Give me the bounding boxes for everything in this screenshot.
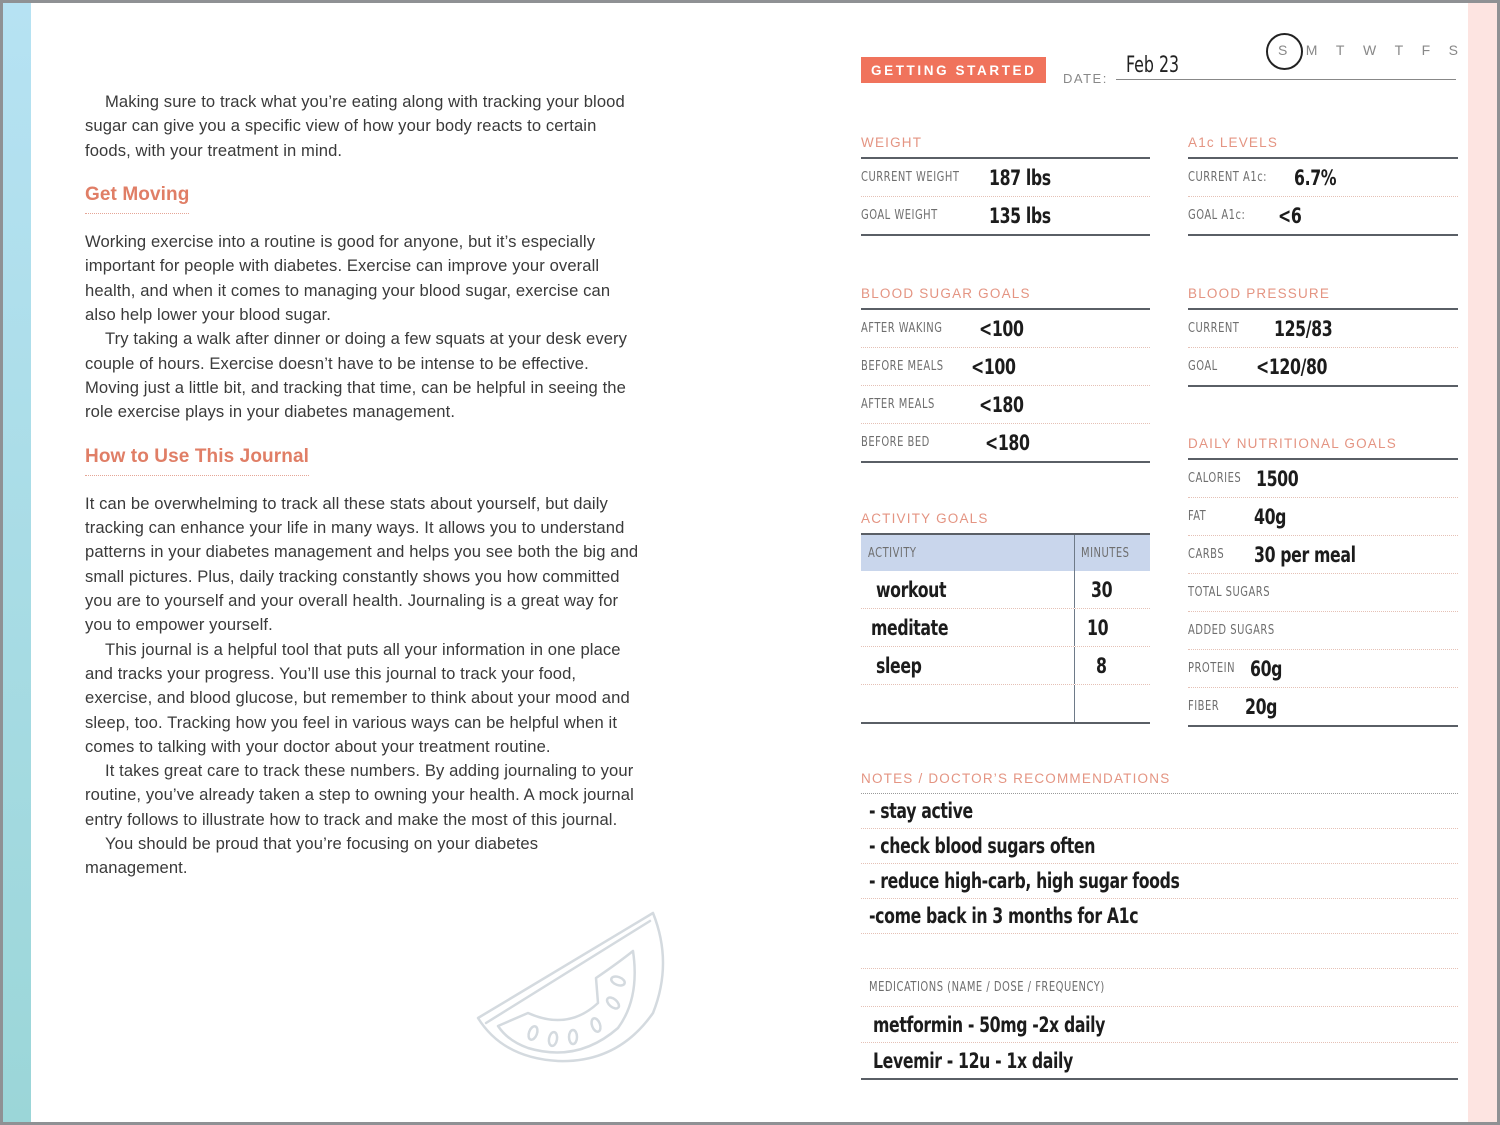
blood-sugar-row[interactable]: AFTER WAKING <100 — [861, 310, 1150, 348]
weight-row[interactable]: GOAL WEIGHT 135 lbs — [861, 203, 1051, 228]
paragraph: This journal is a helpful tool that puts all your information in one place and tracks your progress. You’ll use this journal to track your food, exercise, and blood glucose, but remember to think about your mood and sleep, too. Tracking how you feel in various ways can be helpful when it comes to talking with your doctor about your treatment routine. — [85, 639, 630, 756]
journal-entry — [858, 3, 1458, 1122]
watermelon-icon — [468, 903, 673, 1068]
notes-section — [861, 771, 1458, 1080]
weekday-selector — [1278, 42, 1458, 58]
weight-row[interactable]: CURRENT WEIGHT 187 lbs — [861, 159, 1150, 197]
weight-title: WEIGHT — [861, 135, 923, 150]
book-spread — [3, 3, 1497, 1122]
a1c-section — [1188, 135, 1458, 236]
date-line — [1116, 79, 1456, 80]
nutrition-row[interactable]: ADDED SUGARS — [1188, 612, 1458, 650]
note-line[interactable]: - reduce high-carb, high sugar foods — [861, 864, 1458, 899]
medication-line[interactable]: Levemir - 12u - 1x daily — [873, 1048, 1073, 1073]
activity-title: ACTIVITY GOALS — [861, 511, 989, 526]
day-saturday[interactable]: S — [1448, 42, 1458, 58]
nutrition-row[interactable]: TOTAL SUGARS — [1188, 574, 1458, 612]
medication-line[interactable]: metformin - 50mg -2x daily — [861, 1007, 1458, 1043]
paragraph: Working exercise into a routine is good for anyone, but it’s especially important for people with diabetes. Exercise can improve your overall health, and when it comes to managing your blood sugar, exercise can also help lower your blood sugar. — [85, 232, 611, 325]
goal-a1c-value[interactable]: <6 — [1278, 203, 1302, 228]
activity-row[interactable] — [861, 685, 1150, 722]
nutrition-row[interactable]: FAT 40g — [1188, 498, 1458, 536]
nutrition-section — [1188, 436, 1458, 727]
note-line[interactable]: - check blood sugars often — [861, 829, 1458, 864]
day-thursday[interactable]: T — [1394, 42, 1404, 58]
a1c-title: A1c LEVELS — [1188, 135, 1279, 150]
blood-sugar-row[interactable]: BEFORE BED <180 — [861, 430, 1030, 455]
paragraph: Try taking a walk after dinner or doing a few squats at your desk every couple of hours. Exercise doesn’t have to be intense to be effective. Moving just a little bit, and tracking that time, can be helpful in seeing the role exercise plays in your diabetes management. — [85, 329, 628, 422]
paragraph: You should be proud that you’re focusing on your diabetes management. — [85, 834, 539, 878]
intro-paragraph: Making sure to track what you’re eating along with tracking your blood sugar can give you a specific view of how your body reacts to certain foods, with your treatment in mind. — [85, 92, 625, 160]
blood-pressure-title: BLOOD PRESSURE — [1188, 286, 1331, 301]
weight-section — [861, 135, 1150, 236]
nutrition-title: DAILY NUTRITIONAL GOALS — [1188, 436, 1397, 451]
blood-sugar-section — [861, 286, 1150, 463]
heading-get-moving: Get Moving — [85, 183, 189, 214]
blood-sugar-row[interactable]: BEFORE MEALS <100 — [861, 348, 1150, 386]
left-page-edge-stripe — [3, 3, 31, 1122]
day-sunday[interactable]: S — [1278, 42, 1287, 58]
date-label: DATE: — [1063, 71, 1108, 86]
nutrition-row[interactable]: CALORIES 1500 — [1188, 460, 1458, 498]
blood-pressure-section — [1188, 286, 1458, 387]
current-a1c-value[interactable]: 6.7% — [1294, 165, 1337, 190]
day-wednesday[interactable]: W — [1362, 42, 1377, 58]
activity-row[interactable]: meditate 10 — [861, 609, 1150, 647]
nutrition-row[interactable]: PROTEIN 60g — [1188, 650, 1458, 688]
medications-title-row — [861, 969, 1458, 1007]
day-monday[interactable]: M — [1305, 42, 1318, 58]
left-page-text — [85, 90, 645, 881]
blood-sugar-title: BLOOD SUGAR GOALS — [861, 286, 1031, 301]
a1c-row[interactable]: GOAL A1c: <6 — [1188, 203, 1302, 228]
note-line[interactable]: - stay active — [861, 794, 1458, 829]
activity-section — [861, 511, 1150, 724]
nutrition-row[interactable]: CARBS 30 per meal — [1188, 536, 1458, 574]
medications-title: MEDICATIONS (NAME / DOSE / FREQUENCY) — [869, 980, 1105, 995]
blood-pressure-row[interactable]: GOAL <120/80 — [1188, 354, 1328, 379]
activity-table-header: ACTIVITY MINUTES — [861, 535, 1150, 571]
paragraph: It can be overwhelming to track all these stats about yourself, but daily tracking can enhance your life in many ways. It allows you to understand patterns in your diabetes management and helps you see both the big and small pictures. Plus, daily tracking constantly shows you how committed you are to yourself and your overall health. Journaling is a great way for you to empower yourself. — [85, 493, 639, 635]
blood-pressure-row[interactable]: CURRENT 125/83 — [1188, 310, 1458, 348]
activity-row[interactable]: sleep 8 — [861, 647, 1150, 685]
blood-sugar-row[interactable]: AFTER MEALS <180 — [861, 386, 1150, 424]
goal-weight-value[interactable]: 135 lbs — [989, 203, 1051, 228]
activity-row[interactable]: workout 30 — [861, 571, 1150, 609]
day-tuesday[interactable]: T — [1335, 42, 1345, 58]
day-friday[interactable]: F — [1421, 42, 1431, 58]
nutrition-row[interactable]: FIBER 20g — [1188, 694, 1278, 719]
current-weight-value[interactable]: 187 lbs — [989, 165, 1051, 190]
note-line[interactable]: -come back in 3 months for A1c — [861, 899, 1458, 934]
notes-title: NOTES / DOCTOR’S RECOMMENDATIONS — [861, 771, 1171, 786]
selected-day-circle — [1266, 33, 1303, 70]
date-value[interactable]: Feb 23 — [1126, 53, 1180, 78]
activity-table — [861, 533, 1150, 724]
paragraph: It takes great care to track these numbers. By adding journaling to your routine, you’ve already taken a step to owning your health. A mock journal entry follows to illustrate how to track and make the most of this journal. — [85, 761, 634, 829]
note-line[interactable] — [861, 934, 1458, 969]
right-page-edge-stripe — [1468, 3, 1497, 1122]
heading-how-to-use: How to Use This Journal — [85, 445, 309, 476]
getting-started-badge: GETTING STARTED — [861, 57, 1046, 83]
a1c-row[interactable]: CURRENT A1c: 6.7% — [1188, 159, 1458, 197]
